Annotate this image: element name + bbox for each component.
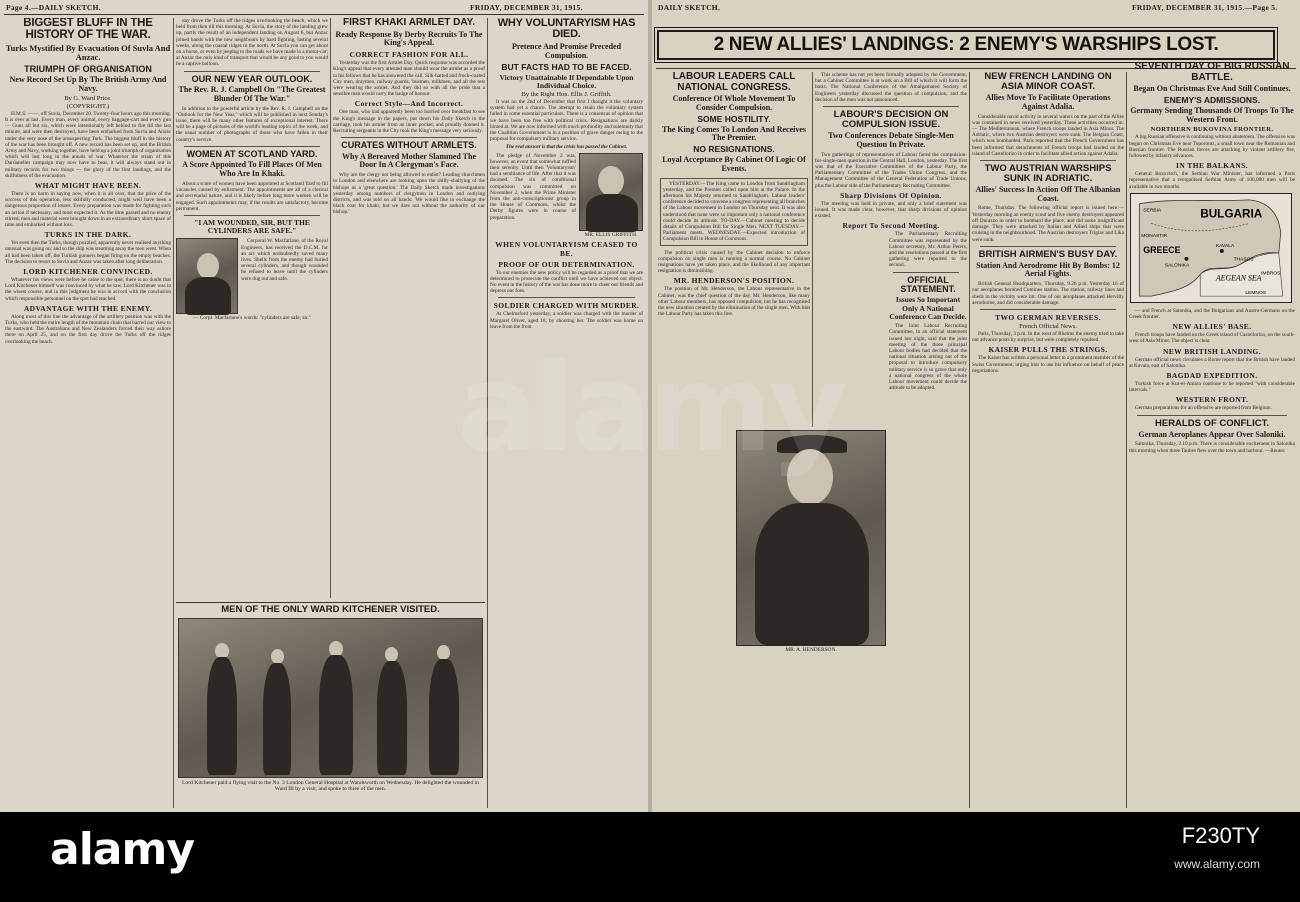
deck-facts-faced: BUT FACTS HAD TO BE FACED.	[501, 61, 632, 72]
byline-french-official: French Official News.	[1019, 323, 1077, 331]
byline-ward-price: By G. Ward Price.	[64, 94, 112, 102]
byline-griffith: By the Right Hon. Ellis J. Griffith.	[521, 91, 612, 99]
article-text: The political crisis caused by the Cabinet decision to enforce compulsion on single men is running a normal course. No Cabinet resignations have yet taken place, and the likelihood of any important resignation is diminishing.	[658, 249, 810, 275]
image-id-block	[1174, 822, 1260, 878]
article-text: Yesterday was the first Armlet Day. Quick response was accorded the King's appeal that every attested man should wear the armlet as a proof to his fellows that he has answered the call. Silk-hatted and frock-coated City men, draymen, railway guards, 'busmen, milkmen, and all the rest were wearing the armlet. And they did so with all the pride that a sensible man would carry the badge of honour.	[333, 60, 485, 98]
map-label: LEMNOS	[1245, 290, 1267, 296]
left-col-4	[490, 18, 643, 810]
right-folio-paper: DAILY SKETCH.	[658, 3, 721, 12]
watermark-footer	[0, 812, 1300, 902]
article-text: Rome, Thursday. The following official report is issued here:— Yesterday morning an enemy scout and five enemy destroyers appeared off Durazzo in order to bombard the place, and did some insignificant damage. They were attacked by Italian and Allied ships that were cruising in the neighbourhood. The Austrian destroyers Triglav and Lika were sunk.	[972, 205, 1124, 243]
headline-cylinders-safe: "I AM WOUNDED, SIR, BUT THE CYLINDERS ARE SAFE."	[194, 217, 310, 236]
deck-turks-mystified: Turks Mystified By Evacuation Of Suvla And Anzac.	[5, 43, 171, 63]
article-text: Whatever his views were before he came to the spot, there is no doubt that Lord Kitchener himself was convinced by what he saw. Lord Kitchener was in the wisest course, and in this judgment he was in accord with the conclusion which responsible personnel on the spot had reached.	[5, 276, 171, 302]
separator	[980, 309, 1116, 310]
photo-caption: MR. ELLIS GRIFFITH.	[584, 231, 638, 238]
subhead-correct-fashion: CORRECT FASHION FOR ALL.	[349, 50, 469, 60]
article-text: German preparations for an offensive are reported from Belgium.	[1135, 405, 1272, 412]
photo-caption: MR. A. HENDERSON.	[785, 647, 837, 653]
right-col-4	[1129, 62, 1295, 810]
headline-voluntaryism: WHY VOLUNTARYISM HAS DIED.	[497, 18, 636, 40]
map-label: AEGEAN SEA	[1215, 273, 1262, 283]
column-rule	[812, 72, 813, 427]
left-page	[0, 0, 648, 812]
subhead-might-have-been: WHAT MIGHT HAVE BEEN.	[34, 180, 142, 190]
map-label: MONASTIR	[1141, 233, 1168, 239]
deck-pretence-promise: Pretence And Promise Preceded Compulsion.	[511, 42, 622, 60]
right-folio-page: FRIDAY, DECEMBER 31, 1915.—Page 5.	[1132, 3, 1278, 12]
headline-curates-without-armlets: CURATES WITHOUT ARMLETS.	[341, 140, 477, 151]
salonika-marker	[1184, 257, 1188, 261]
headline-men-only-ward: MEN OF THE ONLY WARD KITCHENER VISITED.	[221, 604, 440, 615]
separator	[980, 246, 1116, 247]
left-col-3	[333, 18, 485, 598]
article-text: Paris, Thursday, 3 p.m. In the west of Rheims the enemy tried to take our advance posts by surprise, but were completely repulsed.	[972, 331, 1124, 344]
article-text: One man, who had apparently been too hurried over breakfast to see the King's message in the papers, put down his Daily Sketch in the carriage, took his armlet from an inner pocket, and proudly donned it. Recruiting sergeants in the City took the King's message very seriously.	[333, 109, 485, 134]
deck-christmas-eve: Began On Christmas Eve And Still Continues.	[1133, 84, 1291, 93]
deck-albanian-coast: Allies' Success In Action Off The Albanian Coast.	[975, 184, 1121, 203]
headline-french-landing: NEW FRENCH LANDING ON ASIA MINOR COAST.	[984, 72, 1112, 92]
kitchener-photo-block	[176, 602, 485, 810]
article-text: day drove the Turks off the ridges overlooking the beach, which we held from then till this morning. At Suvla, the story of the landing grew up, partly the result of an independent landing on August 6, but Anzac joined hands with the new neighbours by hard fighting, lasting several weeks, along the coastal ridges to the north. At Suvla you can get about on a horse, or even by jeeping to the roads we have made in a motor-car; at Anzac the only kind of transport that would be any good to you would be a captive balloon.	[176, 18, 328, 68]
article-text: The meeting was held in private, and only a brief statement was issued. It was made clear, however, that sharp divisions of opinion existed.	[815, 200, 967, 220]
column-rule	[330, 18, 331, 598]
article-text: Considerable naval activity in several waters on the part of the Allies was contained in news received yesterday. These activities occurred in:— The Mediterranean, where French troops landed in Asia Minor. The Adriatic, where two Austrian destroyers were sunk. The Belgian Coast, which was bombarded. Paris reported that the French Government has been informed that detachments of French troops had landed on the island of Castellorizo in order to facilitate allied action against Adalia.	[972, 113, 1124, 157]
deck-bereaved-mother: Why A Bereaved Mother Slammed The Door In A Clergyman's Face.	[342, 151, 476, 170]
article-text: The pledge of November 2 was, however, an event that somewhat ruffled their serenity. Until then 'Voluntaryism' had a semblance of life. After that it was doomed. The sin of conditional compulsion was committed on November 2, when the Prime Minister from the anti-conscriptionist group in the House of Commons, whilst the Derby figures were in course of preparation.	[490, 152, 576, 221]
subhead-soldier-murder: SOLDIER CHARGED WITH MURDER.	[493, 301, 640, 311]
right-page-columns	[652, 0, 1300, 812]
separator	[184, 215, 320, 216]
top-rule	[4, 14, 644, 15]
article-text: A big Russian offensive is continuing without abatement. The offensive was begun on Christmas Eve near Toporoutz, a small town near the Rumanian and Russian frontier. The Russian forces are attacking by violent artillery fire, followed by infantry advances.	[1129, 134, 1295, 159]
left-folio-date: FRIDAY, DECEMBER 31, 1915.	[470, 3, 583, 12]
article-text: British General Headquarters, Thursday, 9.26 p.m. Yesterday 16 of our aeroplanes bombed Comines station. The station, railway lines and sheds in the vicinity were hit. One of our aeroplanes attacked Hervilly aerodrome, and did considerable damage.	[972, 281, 1124, 306]
map-label: GREECE	[1143, 244, 1181, 255]
photo-caption: Lord Kitchener paid a flying visit to the No. 3 London General Hospital at Wandsworth on Wednesday. He delighted the wounded in Ward III by a visit, and spoke to three of the men.	[182, 779, 479, 792]
separator	[893, 272, 959, 273]
separator	[823, 106, 959, 107]
deck-conference: Conference Of Whole Movement To Consider Compulsion.	[672, 94, 796, 112]
subhead-voluntaryism-ceased: WHEN VOLUNTARYISM CEASED TO BE.	[495, 239, 638, 258]
subhead-western-front: WESTERN FRONT.	[1175, 395, 1249, 405]
map-label: SERBIA	[1143, 208, 1162, 214]
deck-two-conferences: Two Conferences Debate Single-Men Question In Private.	[828, 130, 954, 149]
column-rule	[969, 72, 970, 808]
separator	[184, 71, 320, 72]
map-label: BULGARIA	[1200, 207, 1263, 221]
deck-campbell: The Rev. R. J. Campbell On "The Greatest Blunder Of The War."	[178, 85, 326, 103]
article-text: About a score of women have been appointed at Scotland Yard to fill vacancies caused by enlistment. The appointments are all of a clerical and secretarial nature, and it is likely before long more women will be engaged. Such appointments may, if the results are satisfactory, become permanent.	[176, 180, 328, 212]
deck-issues-important: Issues So Important Only A National Conference Can Decide.	[889, 295, 967, 321]
alamy-url: www.alamy.com	[1174, 857, 1260, 871]
image-id: F230TY	[1181, 823, 1260, 848]
deck-allies-adalia: Allies Move To Facilitate Operations Against Adalia.	[985, 92, 1111, 111]
separator	[341, 137, 477, 138]
map-label: THASOS	[1233, 257, 1254, 263]
article-text: Corporal W. Macfarlane, of the Royal Engineers, has received the D.C.M. for an act which undoubtedly saved many lives. Shells from the enemy had buried several cylinders, and though wounded he refused to leave until the cylinders were dug out and safe.	[241, 238, 328, 282]
separator	[980, 160, 1116, 161]
article-text: This scheme has not yet been formally adopted by the Government, but a Cabinet Committee is at work on a Bill of which it will form the basis. The National Conference of the Amalgamated Society of Engineers yesterday discussed the question of compulsion, and the decision of the men was not announced.	[815, 72, 967, 103]
headline-official-statement: OFFICIAL STATEMENT.	[900, 274, 956, 295]
pull-quote: The real answer is that the crisis has passed the Cabinet.	[505, 144, 628, 151]
subhead-sharp-divisions: Sharp Divisions Of Opinion.	[840, 190, 942, 200]
article-text: Salonika, Thursday, 2.10 p.m. There is considerable excitement in Salonika this morning when three Taubes flew over the town and harbour. —Reuter.	[1129, 441, 1295, 454]
article-text: Two gatherings of representatives of Labour faced the compulsion-for-single-men question in the Central Hall, London, yesterday. The first was that of the Executive Committees of the Labour Party, the Parliamentary Committee of the Trades Union Congress, and the Management Committee of the General Federation of Trade Unions, plus the Labour side of the Parliamentary Recruiting Committee.	[815, 151, 967, 189]
portrait-griffith-photo	[579, 153, 643, 231]
left-folio-page: Page 4.—DAILY SKETCH.	[6, 3, 101, 12]
copyright-note: (COPYRIGHT.)	[66, 102, 110, 110]
right-col-2	[815, 72, 967, 810]
balkans-map-container	[1130, 193, 1294, 305]
column-rule	[1126, 72, 1127, 808]
article-text: Why are the clergy not being allowed to enlist? Leading churchmen in London and elsewhere are looking upon the shilly-shallying of the bishops as a 'great question.' The Daily Sketch made investigations yesterday among numbers of clergymen in London and outlying districts, and was told on all hands: 'We would like to exchange the black coat for khaki, but we dare not without the authority of our bishop.'	[333, 172, 485, 216]
headline-new-year-outlook: OUR NEW YEAR OUTLOOK.	[191, 73, 313, 84]
article-text: In addition to the powerful article by the Rev. R. J. Campbell on the "Outlook for the New Year," which will be published in next Sunday's issue, there will be many other features of exceptional interest. There will be a page of pictures of the world's leading topics of the week, and the usual number of photographs of those who have fallen in their country's service.	[176, 105, 328, 143]
hospital-ward-photo	[178, 618, 483, 778]
deck-germany-troops: Germany Sending Thousands Of Troops To The Western Front.	[1130, 105, 1294, 124]
subhead-kaiser-strings: KAISER PULLS THE STRINGS.	[988, 345, 1108, 355]
article-text: To our enemies the new policy will be regarded as a proof that we are determined to prosecute the conflict until we have achieved our object. No event in the history of the war has done more to cheer our friends and depress our foes.	[490, 269, 643, 295]
article-text: — and French at Salonika, and the Bulgarians and Austro-Germans on the Greek frontier.	[1129, 307, 1295, 320]
headline-labour-leaders: LABOUR LEADERS CALL NATIONAL CONGRESS.	[672, 72, 796, 93]
article-text: Turkish force at Kut-el-Amara continue to be reported "with considerable intervals."	[1129, 380, 1295, 394]
map-label: SALONIKA	[1164, 263, 1190, 269]
article-text: Yet even then the Turks, though puzzled, apparently never realised anything unusual was going on; and so the ship was steaming away the men went. When all had been taken off, the Turkish gunners began firing on the empty beaches. The decision to resort to Suvla and Anzac was taken after long deliberation.	[5, 240, 171, 265]
deck-king-london: The King Comes To London And Receives The Premier.	[661, 124, 807, 143]
subhead-bagdad: BAGDAD EXPEDITION.	[1166, 370, 1258, 380]
headline-austrian-warships: TWO AUSTRIAN WARSHIPS SUNK IN ADRIATIC.	[984, 162, 1112, 184]
deck-loyal-acceptance: Loyal Acceptance By Cabinet Of Logic Of Events.	[662, 155, 806, 173]
article-text: French troops have landed on the Greek island of Castellorizo, on the south-west of Asia Minor. The object is clear.	[1129, 332, 1295, 345]
deck-some-hostility: SOME HOSTILITY.	[697, 113, 771, 124]
subhead-turks-dark: TURKS IN THE DARK.	[44, 230, 132, 240]
deck-score-appointed: A Score Appointed To Fill Places Of Men Who Are In Khaki.	[182, 160, 322, 179]
headline-russian-battle: SEVENTH DAY OF BIG RUSSIAN BATTLE.	[1134, 62, 1290, 83]
subhead-henderson-position: MR. HENDERSON'S POSITION.	[673, 276, 795, 286]
column-rule	[173, 18, 174, 808]
left-col-1	[5, 18, 171, 810]
article-text: The Kaiser has written a personal letter to a prominent member of the Swiss Government, urging him to use his influence on behalf of peace negotiations.	[972, 355, 1124, 374]
article-text: It was on the 2nd of December that first I thought it the voluntary system had yet a chance. The attempt to retain the voluntary system failed in some essential particulars. There is a consensus of opinion that we have been too free with political crisis. Resignations are darkly hinted at. We are now informed with much profundity and solemnity that the Coalition Government is in a position of grave danger owing to the proposal for compulsory military service.	[490, 99, 643, 143]
headline-british-airmen: BRITISH AIRMEN'S BUSY DAY.	[978, 248, 1118, 260]
balkans-map	[1130, 193, 1292, 303]
deck-ready-response: Ready Response By Derby Recruits To The King's Appeal.	[335, 29, 483, 48]
alamy-logo: alamy	[50, 824, 194, 875]
article-text: There is no harm in saying now, when it is all over, that the price of the success of this operation, less skilfully conducted, might well have been a dangerous proportion of losses. Every preparation was made for fighting such an action if necessary, and most expected it. As the time passed and no enemy stirred, men and material were brought down in an extraordinary short space of time and embarked without loss.	[5, 190, 171, 228]
separator	[184, 146, 320, 147]
article-text: General Bozovitch, the Serbian War Minister, has informed a Paris representative that a reorganised Serbian Army of 100,000 men will be available in two months.	[1129, 171, 1295, 190]
subhead-bukovina: NORTHERN BUKOVINA FRONTIER.	[1150, 126, 1274, 134]
front-banner-headline: 2 NEW ALLIES' LANDINGS: 2 ENEMY'S WARSHIPS LOST.	[657, 30, 1275, 60]
article-text: The position of Mr. Henderson, the Labour representative in the Cabinet, was the chief question of the day. Mr. Henderson, like many other Labour members, has opposed compulsion; but he has recognised the new situation created by the elimination of the single men. With him the Labour Party has taken this line.	[658, 286, 810, 318]
article-text: Along most of this line the advantage of the artillery position was with the Turks, who held the entire length of the mountain chain that barred our view to the eastward. The Australians and New Zealanders forced their way ashore there on April 25, and on the first day drove the Turks off the ridges overlooking the beach.	[5, 313, 171, 345]
subhead-proof-determination: PROOF OF OUR DETERMINATION.	[498, 259, 635, 269]
deck-triumph: TRIUMPH OF ORGANISATION	[24, 63, 152, 74]
headline-women-scotland-yard: WOMEN AT SCOTLAND YARD.	[186, 148, 318, 159]
deck-new-record: New Record Set Up By The British Army And Navy.	[9, 75, 167, 93]
separator	[498, 297, 635, 298]
article-text: The Parliamentary Recruiting Committee was represented by the Labour secretary, Mr. Arthur Peters, and the resolutions passed at the first gathering were reported to the second.	[889, 231, 967, 269]
deck-victory-unattainable: Victory Unattainable If Dependable Upon Individual Choice.	[499, 72, 634, 90]
deck-german-aeroplanes: German Aeroplanes Appear Over Saloniki.	[1138, 429, 1286, 439]
subhead-balkans: IN THE BALKANS.	[1176, 161, 1248, 171]
separator	[1137, 415, 1287, 416]
right-col-3	[972, 72, 1124, 810]
diary-box: YESTERDAY.—The King came to London from Sandringham yesterday, and the Premier called upon him at the Palace. In the afternoon his Majesty returned to Sandringham. Labour leaders' conference decided to convene a congress representing all branches of the Labour movement in London on Thursday next. It was also understood that none were so important only a national conference could decide its attitude. TO-DAY.—Cabinet meeting to decide details of Compulsion Bill for Single Men. NEXT TUESDAY.—Parliament meets. WEDNESDAY.—Expected introduction of Compulsion Bill in House of Commons.	[660, 178, 808, 246]
subhead-new-allies-base: NEW ALLIES' BASE.	[1172, 322, 1252, 332]
column-rule	[487, 18, 488, 808]
photo-caption: — Corpl. Macfarlane's words: "cylinders are safe, sir."	[193, 315, 311, 322]
subhead-new-british-landing: NEW BRITISH LANDING.	[1162, 346, 1262, 356]
article-text: H.M.S. ——, off Suvla, December 20. Twenty-four hours ago this morning. It is over at last. Every man, every animal, every baggage-cart and every gun — Guns all but six, which were intentionally left behind to fire till the last minute, and were then destroyed, have been embarked from Suvla and Anzac under the very nose of the unsuspecting Turk. The biggest bluff in the history of the war has been brought off. A new record has been set up, and the British Army and Navy, working together, have held up a joint triumph of organisation which will last long in the annals of war. Whatever the strain of this Dardanelles campaign may now have to bear, it will always stand out in military records for two things — the glory of the first landings, and the skilfulness of the evacuation.	[5, 110, 171, 179]
headline-heralds-conflict: HERALDS OF CONFLICT.	[1155, 417, 1269, 429]
portrait-macfarlane-photo	[176, 238, 238, 314]
article-text: The Joint Labour Recruiting Committee, in an official statement issued last night, said that the joint meeting of the three principal Labour bodies had decided that the national situation arising out of the proposal to introduce compulsory military service is so grave that only a national congress of the whole Labour movement could decide the attitude to be adopted.	[889, 323, 967, 392]
deck-no-resignations: NO RESIGNATIONS.	[693, 144, 775, 155]
subhead-german-reverses: TWO GERMAN REVERSES.	[995, 313, 1101, 323]
deck-enemy-admissions: ENEMY'S ADMISSIONS.	[1163, 94, 1261, 105]
headline-labour-decision: LABOUR'S DECISION ON COMPULSION ISSUE.	[833, 109, 949, 130]
subhead-advantage-enemy: ADVANTAGE WITH THE ENEMY.	[23, 303, 153, 313]
subhead-correct-style: Correct Style—And Incorrect.	[354, 99, 464, 109]
deck-station-aerodrome: Station And Aerodrome Hit By Bombs: 12 Aerial Fights.	[976, 260, 1120, 279]
headline-biggest-bluff: BIGGEST BLUFF IN THE HISTORY OF THE WAR.	[23, 18, 153, 41]
subhead-report-second: Report To Second Meeting.	[842, 221, 940, 231]
article-text: At Chelmsford yesterday, a soldier was charged with the murder of Margaret Oliver, aged 18, by shooting her. The soldier was home on leave from the front.	[490, 311, 643, 330]
headline-khaki-armlet: FIRST KHAKI ARMLET DAY.	[342, 18, 476, 28]
map-label: KAVALA	[1215, 243, 1235, 249]
map-label: IMBROS	[1261, 271, 1281, 277]
subhead-kitchener-convinced: LORD KITCHENER CONVINCED.	[23, 266, 153, 276]
kavala-marker	[1220, 249, 1224, 253]
article-text: German official news circulates a Rome report that the British have landed at Kavala, east of Salonika.	[1129, 356, 1295, 369]
